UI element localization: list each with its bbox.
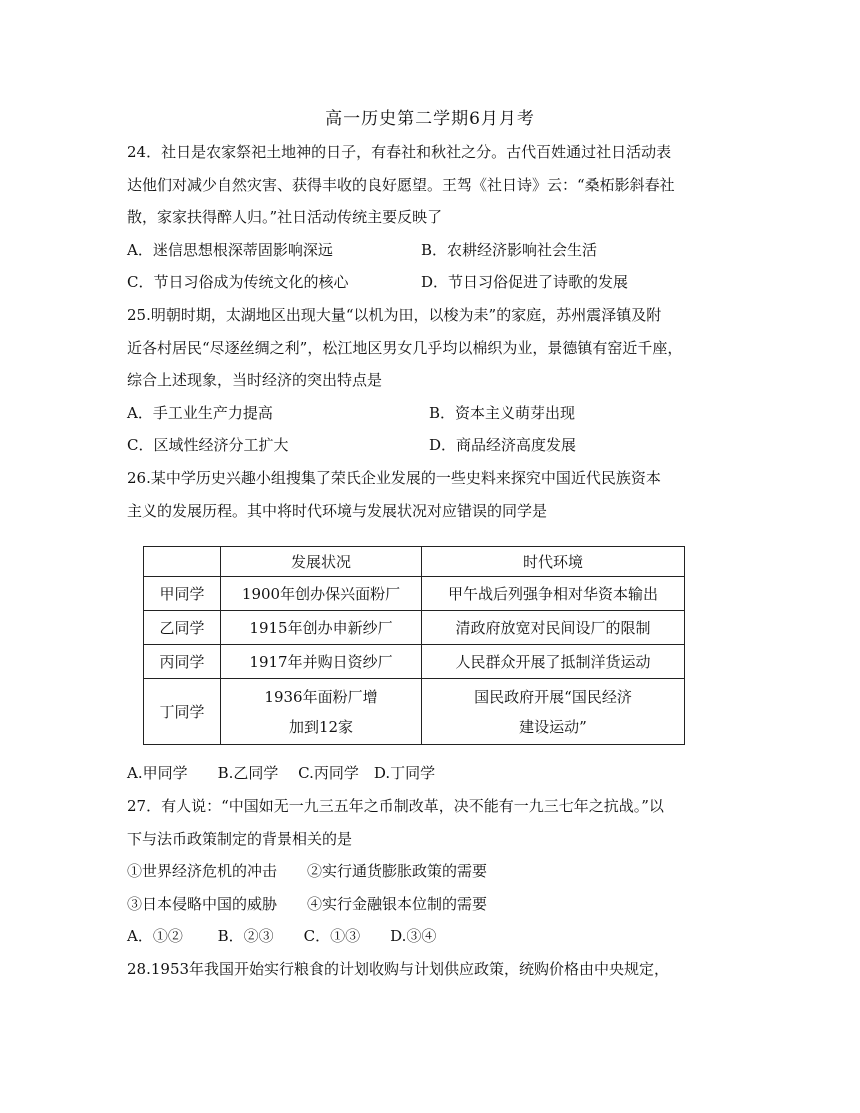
table-cell: 1917年并购日资纱厂	[221, 645, 422, 679]
table-header-cell: 时代环境	[422, 547, 685, 577]
q24-line-2: 达他们对减少自然灾害、获得丰收的良好愿望。王驾《社日诗》云：“桑柘影斜春社	[127, 176, 675, 194]
table-row	[144, 679, 685, 745]
table-cell: 甲同学	[144, 577, 221, 611]
q25-line-3: 综合上述现象，当时经济的突出特点是	[127, 371, 383, 389]
cell-line: 建设运动”	[519, 717, 587, 736]
q24-option-b: B．农耕经济影响社会生活	[421, 241, 598, 259]
q27-item-line-1: ①世界经济危机的冲击 ②实行通货膨胀政策的需要	[127, 862, 488, 880]
q25-option-b: B．资本主义萌芽出现	[429, 404, 576, 422]
q27-options: A．①② B．②③ C．①③ D.③④	[127, 927, 437, 945]
cell-line: 国民政府开展“国民经济	[474, 687, 632, 706]
table-header-row	[144, 547, 685, 577]
cell-line: 1936年面粉厂增	[264, 687, 378, 706]
q26-line-1: 26.某中学历史兴趣小组搜集了荣氏企业发展的一些史料来探究中国近代民族资本	[127, 469, 661, 487]
q28-line-1: 28.1953年我国开始实行粮食的计划收购与计划供应政策，统购价格由中央规定，	[127, 960, 670, 978]
table-row	[144, 645, 685, 679]
table-cell: 丁同学	[144, 679, 221, 745]
table-cell: 人民群众开展了抵制洋货运动	[422, 645, 685, 679]
table-cell: 1900年创办保兴面粉厂	[221, 577, 422, 611]
table-row	[144, 611, 685, 645]
table-row	[144, 577, 685, 611]
q24-option-d: D．节日习俗促进了诗歌的发展	[421, 273, 629, 291]
table-cell: 1915年创办申新纱厂	[221, 611, 422, 645]
q27-line-2: 下与法币政策制定的背景相关的是	[127, 830, 353, 848]
q25-line-2: 近各村居民“尽逐丝绸之利”，松江地区男女几乎均以棉织为业，景德镇有窑近千座，	[127, 339, 683, 357]
q26-line-2: 主义的发展历程。其中将时代环境与发展状况对应错误的同学是	[127, 502, 548, 520]
q27-line-1: 27．有人说：“中国如无一九三五年之币制改革，决不能有一九三七年之抗战。”以	[127, 797, 664, 815]
table-cell: 乙同学	[144, 611, 221, 645]
q26-options: A.甲同学 B.乙同学 C.丙同学 D.丁同学	[127, 764, 436, 782]
q24-line-1: 24．社日是农家祭祀土地神的日子，有春社和秋社之分。古代百姓通过社日活动表	[127, 143, 672, 161]
table-cell: 甲午战后列强争相对华资本输出	[422, 577, 685, 611]
table-cell-multiline	[221, 679, 422, 745]
q25-option-c: C．区域性经济分工扩大	[127, 436, 289, 454]
table-cell-multiline	[422, 679, 685, 745]
q27-item-line-2: ③日本侵略中国的威胁 ④实行金融银本位制的需要	[127, 895, 488, 913]
page-title: 高一历史第二学期6月月考	[325, 109, 535, 129]
cell-line: 加到12家	[288, 717, 354, 736]
q26-table	[143, 546, 685, 745]
q24-line-3: 散，家家扶得醉人归。”社日活动传统主要反映了	[127, 208, 443, 226]
table-cell: 丙同学	[144, 645, 221, 679]
table-cell: 清政府放宽对民间设厂的限制	[422, 611, 685, 645]
table-header-cell: 发展状况	[221, 547, 422, 577]
q25-option-d: D．商品经济高度发展	[429, 436, 577, 454]
q25-line-1: 25.明朝时期，太湖地区出现大量“以机为田，以梭为耒”的家庭，苏州震泽镇及附	[127, 306, 662, 324]
q24-option-a: A．迷信思想根深蒂固影响深远	[127, 241, 333, 259]
q24-option-c: C．节日习俗成为传统文化的核心	[127, 273, 349, 291]
table-header-cell	[144, 547, 221, 577]
q25-option-a: A．手工业生产力提高	[127, 404, 273, 422]
